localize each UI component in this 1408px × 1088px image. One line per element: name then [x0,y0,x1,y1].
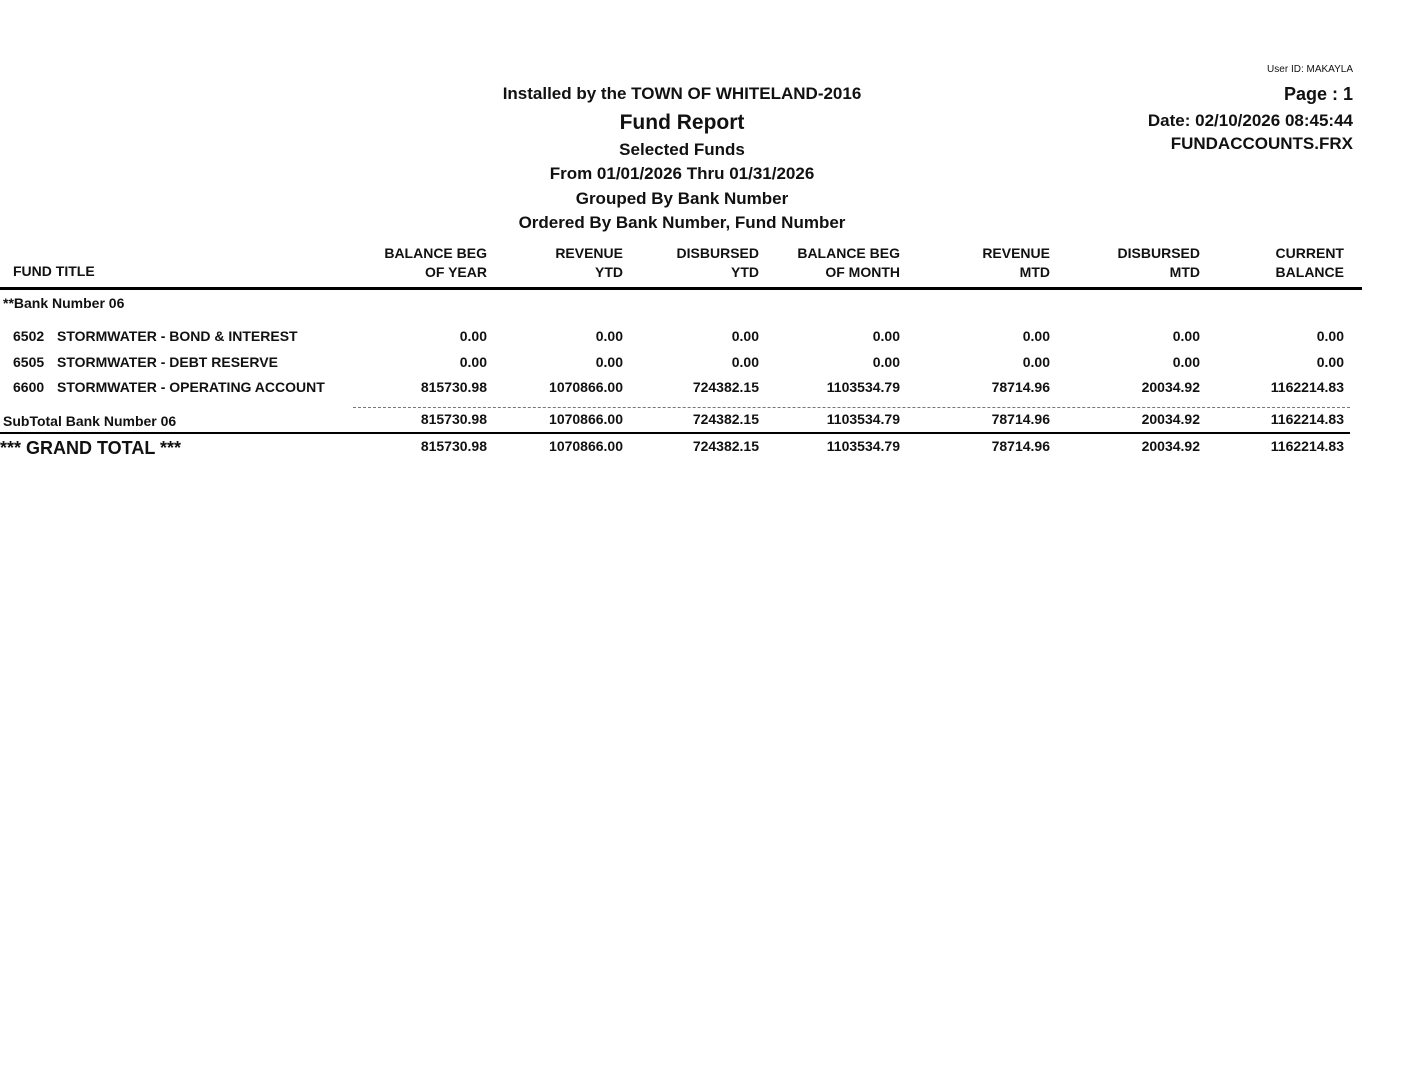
page-number: Page : 1 [1283,84,1353,104]
column-header-line: OF MONTH [825,264,900,280]
column-header-line: BALANCE [1275,264,1344,280]
cell-disbursed-ytd: 0.00 [731,328,759,344]
fund-number: 6505 [13,354,45,370]
ordering-text: Ordered By Bank Number, Fund Number [518,213,846,232]
fund-name: STORMWATER - OPERATING ACCOUNT [57,379,325,395]
column-header-line: DISBURSED [1117,245,1200,261]
column-header-line: CURRENT [1275,245,1344,261]
cell-revenue-mtd: 78714.96 [991,379,1050,395]
cell-disbursed-mtd: 0.00 [1172,354,1200,370]
cell-disbursed-mtd: 20034.92 [1141,411,1200,427]
column-header-balance-beg-year [384,244,487,282]
grouping-text: Grouped By Bank Number [575,189,789,208]
cell-current-balance: 1162214.83 [1270,438,1344,454]
cell-disbursed-ytd: 724382.15 [692,379,759,395]
column-header-revenue-mtd [982,244,1050,282]
installed-by-text: Installed by the TOWN OF WHITELAND-2016 [502,84,862,103]
cell-revenue-mtd: 78714.96 [991,411,1050,427]
column-header-line: BALANCE BEG [797,245,900,261]
cell-balance-beg-year: 0.00 [459,354,487,370]
fund-name: STORMWATER - BOND & INTEREST [57,328,298,344]
column-header-line: YTD [731,264,759,280]
cell-balance-beg-month: 0.00 [872,354,900,370]
cell-revenue-mtd: 78714.96 [991,438,1050,454]
report-date: Date: 02/10/2026 08:45:44 [1147,111,1353,130]
cell-balance-beg-year: 815730.98 [420,379,487,395]
cell-disbursed-mtd: 20034.92 [1141,379,1200,395]
column-header-line: REVENUE [555,245,623,261]
column-header-disbursed-mtd [1118,244,1200,282]
cell-current-balance: 1162214.83 [1270,379,1344,395]
cell-revenue-ytd: 0.00 [595,354,623,370]
cell-disbursed-ytd: 724382.15 [692,438,759,454]
cell-balance-beg-year: 815730.98 [420,411,487,427]
fund-name: STORMWATER - DEBT RESERVE [57,354,278,370]
column-header-disbursed-ytd [677,244,759,282]
grand-total-rule [0,432,1350,434]
header-divider [0,287,1362,290]
cell-disbursed-ytd: 724382.15 [692,411,759,427]
cell-disbursed-ytd: 0.00 [731,354,759,370]
column-header-line: MTD [1019,264,1050,280]
cell-balance-beg-month: 1103534.79 [826,379,900,395]
cell-revenue-ytd: 1070866.00 [549,379,623,395]
column-header-balance-beg-month [797,244,900,282]
cell-balance-beg-month: 1103534.79 [826,438,900,454]
cell-revenue-ytd: 1070866.00 [549,411,623,427]
cell-current-balance: 0.00 [1316,354,1344,370]
date-range-text: From 01/01/2026 Thru 01/31/2026 [549,164,815,183]
cell-revenue-ytd: 0.00 [595,328,623,344]
column-header-current-balance [1276,244,1344,282]
subtotal-label: SubTotal Bank Number 06 [3,413,177,429]
selection-text: Selected Funds [619,140,745,159]
cell-current-balance: 1162214.83 [1270,411,1344,427]
fund-number: 6502 [13,328,45,344]
cell-revenue-mtd: 0.00 [1022,328,1050,344]
column-header-line: YTD [595,264,623,280]
cell-revenue-mtd: 0.00 [1022,354,1050,370]
column-header-line: OF YEAR [425,264,487,280]
fund-number: 6600 [13,379,45,395]
cell-revenue-ytd: 1070866.00 [549,438,623,454]
user-id: User ID: MAKAYLA [1267,64,1353,75]
cell-balance-beg-year: 0.00 [459,328,487,344]
column-header-line: DISBURSED [676,245,759,261]
column-header-line: BALANCE BEG [384,245,487,261]
cell-disbursed-mtd: 20034.92 [1141,438,1200,454]
cell-disbursed-mtd: 0.00 [1172,328,1200,344]
report-title: Fund Report [619,111,745,134]
column-header-revenue-ytd [555,244,623,282]
grand-total-label: *** GRAND TOTAL *** [0,438,182,458]
column-header-fund-title: FUND TITLE [13,263,95,279]
bank-group-heading: **Bank Number 06 [3,295,125,311]
cell-balance-beg-month: 1103534.79 [826,411,900,427]
subtotal-dashed-rule [353,407,1350,408]
cell-balance-beg-month: 0.00 [872,328,900,344]
column-header-line: MTD [1169,264,1200,280]
column-header-line: REVENUE [982,245,1050,261]
cell-balance-beg-year: 815730.98 [420,438,487,454]
report-file: FUNDACCOUNTS.FRX [1170,134,1353,153]
cell-current-balance: 0.00 [1316,328,1344,344]
